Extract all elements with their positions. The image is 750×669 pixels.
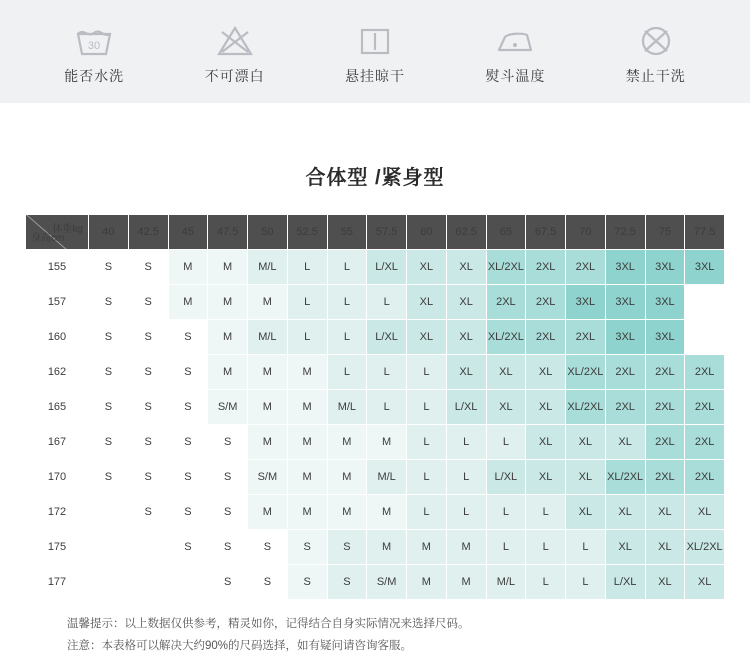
- height-axis-label: 身高cm: [31, 233, 65, 244]
- table-header-row: [26, 215, 725, 250]
- size-cell: M: [248, 285, 288, 320]
- size-cell: S: [128, 285, 168, 320]
- size-cell: L/XL: [605, 565, 645, 600]
- axis-corner-cell: [26, 215, 89, 250]
- size-cell: S: [128, 495, 168, 530]
- size-cell: L: [486, 495, 526, 530]
- size-cell: M: [367, 530, 407, 565]
- size-cell: XL: [605, 530, 645, 565]
- size-cell: M: [248, 495, 288, 530]
- size-cell: [89, 565, 129, 600]
- size-cell: L: [327, 320, 367, 355]
- table-row: [26, 565, 725, 600]
- size-cell: S: [248, 565, 288, 600]
- size-cell: S: [128, 250, 168, 285]
- size-cell: 2XL: [605, 390, 645, 425]
- care-item-dryclean: [591, 21, 721, 83]
- size-cell: 2XL: [685, 425, 725, 460]
- size-cell: L: [566, 565, 606, 600]
- no-bleach-icon: [212, 21, 258, 61]
- size-cell: M/L: [248, 320, 288, 355]
- size-cell: M/L: [367, 460, 407, 495]
- weight-header-cell: 67.5: [526, 215, 566, 250]
- table-row: [26, 320, 725, 355]
- notes-block: [25, 614, 725, 658]
- care-label: 能否水洗: [64, 67, 125, 84]
- size-cell: XL: [526, 460, 566, 495]
- table-row: [26, 495, 725, 530]
- size-cell: 2XL: [566, 250, 606, 285]
- weight-header-cell: 65: [486, 215, 526, 250]
- size-cell: 3XL: [605, 250, 645, 285]
- size-cell: XL/2XL: [605, 460, 645, 495]
- size-cell: S: [89, 355, 129, 390]
- size-cell: M/L: [248, 250, 288, 285]
- size-cell: 2XL: [526, 320, 566, 355]
- weight-header-cell: 47.5: [208, 215, 248, 250]
- table-row: [26, 355, 725, 390]
- size-cell: L: [327, 250, 367, 285]
- size-cell: [89, 495, 129, 530]
- size-cell: S: [128, 320, 168, 355]
- size-cell: S: [89, 460, 129, 495]
- weight-header-cell: 77.5: [685, 215, 725, 250]
- size-cell: 2XL: [685, 390, 725, 425]
- size-cell: XL/2XL: [566, 390, 606, 425]
- size-cell: M/L: [327, 390, 367, 425]
- size-cell: 3XL: [645, 285, 685, 320]
- size-cell: XL: [685, 495, 725, 530]
- height-label-cell: 155: [26, 250, 89, 285]
- size-cell: S: [208, 495, 248, 530]
- size-cell: XL: [526, 355, 566, 390]
- size-cell: L: [287, 250, 327, 285]
- care-label: 熨斗温度: [485, 67, 546, 84]
- size-cell: M: [248, 390, 288, 425]
- weight-header-cell: 52.5: [287, 215, 327, 250]
- size-cell: M: [327, 495, 367, 530]
- weight-header-cell: 57.5: [367, 215, 407, 250]
- size-cell: L: [526, 565, 566, 600]
- size-cell: S: [168, 495, 208, 530]
- size-cell: S: [208, 425, 248, 460]
- size-cell: S: [208, 530, 248, 565]
- size-cell: S: [89, 425, 129, 460]
- size-cell: S: [168, 530, 208, 565]
- size-cell: S: [327, 565, 367, 600]
- size-cell: L: [367, 390, 407, 425]
- size-cell: 2XL: [645, 425, 685, 460]
- size-cell: XL: [526, 390, 566, 425]
- height-label-cell: 162: [26, 355, 89, 390]
- size-cell: L: [367, 285, 407, 320]
- size-cell: 2XL: [685, 355, 725, 390]
- size-cell: M: [367, 495, 407, 530]
- size-cell: XL: [446, 355, 486, 390]
- table-row: [26, 460, 725, 495]
- size-cell: S: [168, 425, 208, 460]
- size-cell: S: [89, 285, 129, 320]
- size-cell: M: [446, 565, 486, 600]
- size-cell: L: [446, 425, 486, 460]
- size-cell: S: [287, 530, 327, 565]
- size-cell: L: [287, 285, 327, 320]
- size-cell: S/M: [248, 460, 288, 495]
- size-cell: XL: [407, 320, 447, 355]
- care-label: 禁止干洗: [625, 67, 686, 84]
- size-cell: S: [248, 530, 288, 565]
- height-label-cell: 177: [26, 565, 89, 600]
- size-chart-table: [25, 214, 725, 600]
- care-item-dry: [310, 21, 440, 83]
- size-cell: M: [208, 320, 248, 355]
- size-cell: M: [287, 425, 327, 460]
- size-cell: XL: [407, 250, 447, 285]
- size-cell: S: [128, 425, 168, 460]
- height-label-cell: 157: [26, 285, 89, 320]
- size-cell: M: [287, 460, 327, 495]
- no-dry-clean-icon: [633, 21, 679, 61]
- size-cell: M: [327, 460, 367, 495]
- table-body: [26, 250, 725, 600]
- height-label-cell: 170: [26, 460, 89, 495]
- size-cell: [89, 530, 129, 565]
- size-cell: M/L: [486, 565, 526, 600]
- size-cell: L: [407, 495, 447, 530]
- care-item-wash: [29, 21, 159, 83]
- size-cell: S: [327, 530, 367, 565]
- size-cell: L: [407, 390, 447, 425]
- size-cell: M: [287, 355, 327, 390]
- size-cell: 2XL: [645, 355, 685, 390]
- size-cell: XL: [526, 425, 566, 460]
- table-row: [26, 530, 725, 565]
- size-cell: M: [407, 565, 447, 600]
- size-cell: M: [208, 355, 248, 390]
- size-cell: M: [407, 530, 447, 565]
- svg-text:30: 30: [88, 39, 101, 52]
- size-cell: [685, 320, 725, 355]
- care-instructions-band: [0, 0, 750, 103]
- size-cell: L: [526, 530, 566, 565]
- size-cell: L/XL: [486, 460, 526, 495]
- size-cell: L: [526, 495, 566, 530]
- size-chart-wrap: [25, 214, 725, 600]
- size-cell: L: [327, 355, 367, 390]
- size-cell: XL/2XL: [486, 250, 526, 285]
- size-cell: XL/2XL: [486, 320, 526, 355]
- size-cell: 2XL: [645, 390, 685, 425]
- size-cell: S: [208, 565, 248, 600]
- size-cell: M: [446, 530, 486, 565]
- size-cell: L: [367, 355, 407, 390]
- size-cell: [128, 530, 168, 565]
- size-cell: XL: [446, 250, 486, 285]
- size-cell: S/M: [208, 390, 248, 425]
- size-cell: M: [168, 285, 208, 320]
- size-cell: XL: [605, 425, 645, 460]
- size-cell: S/M: [367, 565, 407, 600]
- size-cell: 2XL: [526, 250, 566, 285]
- size-cell: S: [89, 390, 129, 425]
- size-cell: M: [287, 390, 327, 425]
- size-cell: M: [287, 495, 327, 530]
- size-cell: 3XL: [685, 250, 725, 285]
- size-cell: L: [446, 460, 486, 495]
- section-title-wrap: [0, 103, 750, 190]
- size-cell: S: [208, 460, 248, 495]
- size-cell: L: [407, 355, 447, 390]
- size-cell: M: [367, 425, 407, 460]
- size-cell: S: [128, 460, 168, 495]
- size-cell: S: [168, 460, 208, 495]
- size-cell: [168, 565, 208, 600]
- hang-dry-icon: [352, 21, 398, 61]
- size-cell: M: [248, 355, 288, 390]
- size-cell: L/XL: [367, 250, 407, 285]
- size-cell: XL: [566, 495, 606, 530]
- note-warning: 注意：本表格可以解决大约90%的尺码选择，如有疑问请咨询客服。: [67, 639, 413, 652]
- size-cell: XL: [407, 285, 447, 320]
- table-row: [26, 285, 725, 320]
- size-cell: XL/2XL: [685, 530, 725, 565]
- page-title: 合体型 /紧身型: [305, 167, 445, 189]
- table-row: [26, 390, 725, 425]
- height-label-cell: 175: [26, 530, 89, 565]
- size-cell: S: [128, 355, 168, 390]
- size-cell: XL: [486, 390, 526, 425]
- weight-header-cell: 62.5: [446, 215, 486, 250]
- table-row: [26, 425, 725, 460]
- size-cell: XL: [605, 495, 645, 530]
- size-cell: M: [168, 250, 208, 285]
- size-cell: L: [327, 285, 367, 320]
- size-cell: 2XL: [685, 460, 725, 495]
- size-cell: L: [486, 530, 526, 565]
- size-cell: L: [446, 495, 486, 530]
- size-cell: XL: [566, 460, 606, 495]
- size-cell: 2XL: [526, 285, 566, 320]
- size-cell: 2XL: [645, 460, 685, 495]
- care-label: 悬挂晾干: [344, 67, 405, 84]
- iron-temperature-icon: [492, 21, 538, 61]
- size-cell: S: [287, 565, 327, 600]
- size-cell: [685, 285, 725, 320]
- size-cell: S: [128, 390, 168, 425]
- care-item-iron: [450, 21, 580, 83]
- size-cell: L: [486, 425, 526, 460]
- weight-header-cell: 40: [89, 215, 129, 250]
- size-cell: XL: [446, 285, 486, 320]
- size-cell: 2XL: [566, 320, 606, 355]
- size-cell: 3XL: [645, 250, 685, 285]
- size-cell: 3XL: [566, 285, 606, 320]
- size-cell: XL: [645, 530, 685, 565]
- size-cell: L: [407, 460, 447, 495]
- size-cell: 2XL: [605, 355, 645, 390]
- weight-axis-label: 体重kg: [52, 224, 83, 235]
- size-cell: 3XL: [645, 320, 685, 355]
- size-cell: S: [89, 250, 129, 285]
- weight-header-cell: 60: [407, 215, 447, 250]
- height-label-cell: 165: [26, 390, 89, 425]
- size-cell: 3XL: [605, 285, 645, 320]
- size-cell: M: [327, 425, 367, 460]
- size-cell: S: [168, 355, 208, 390]
- height-label-cell: 172: [26, 495, 89, 530]
- weight-header-cell: 42.5: [128, 215, 168, 250]
- size-cell: XL: [446, 320, 486, 355]
- size-cell: S: [168, 390, 208, 425]
- size-cell: L/XL: [446, 390, 486, 425]
- care-label: 不可漂白: [204, 67, 265, 84]
- weight-header-cell: 45: [168, 215, 208, 250]
- size-cell: M: [208, 250, 248, 285]
- size-cell: 2XL: [486, 285, 526, 320]
- note-tip: 温馨提示：以上数据仅供参考，精灵如你，记得结合自身实际情况来选择尺码。: [67, 618, 470, 630]
- weight-header-cell: 75: [645, 215, 685, 250]
- care-item-bleach: [170, 21, 300, 83]
- weight-header-cell: 50: [248, 215, 288, 250]
- size-cell: XL: [685, 565, 725, 600]
- size-cell: M: [248, 425, 288, 460]
- weight-header-cell: 55: [327, 215, 367, 250]
- weight-header-cell: 72.5: [605, 215, 645, 250]
- size-cell: XL/2XL: [566, 355, 606, 390]
- size-cell: L: [407, 425, 447, 460]
- weight-header-cell: 70: [566, 215, 606, 250]
- size-cell: M: [208, 285, 248, 320]
- size-cell: L: [566, 530, 606, 565]
- wash-30-icon: [71, 21, 117, 61]
- size-cell: XL: [645, 565, 685, 600]
- size-cell: S: [168, 320, 208, 355]
- size-cell: XL: [645, 495, 685, 530]
- size-cell: L/XL: [367, 320, 407, 355]
- height-label-cell: 167: [26, 425, 89, 460]
- size-cell: L: [287, 320, 327, 355]
- size-cell: [128, 565, 168, 600]
- size-cell: S: [89, 320, 129, 355]
- size-cell: XL: [486, 355, 526, 390]
- size-cell: XL: [566, 425, 606, 460]
- height-label-cell: 160: [26, 320, 89, 355]
- size-cell: 3XL: [605, 320, 645, 355]
- table-row: [26, 250, 725, 285]
